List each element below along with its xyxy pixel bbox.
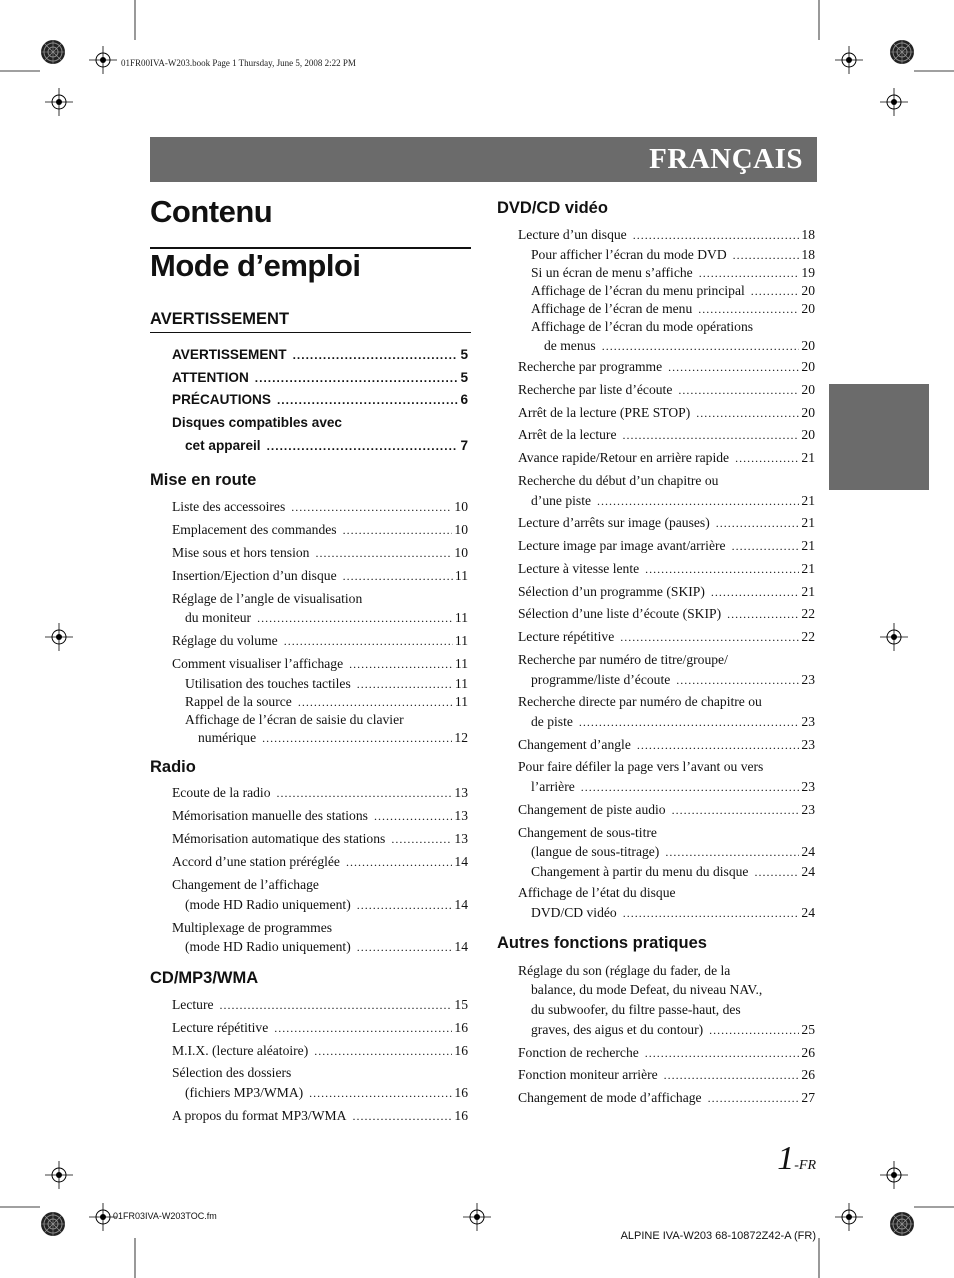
section-heading-radio: Radio: [150, 758, 196, 776]
section-heading-mise-en-route: Mise en route: [150, 471, 257, 489]
toc-entry[interactable]: cet appareil ..... 7: [185, 437, 468, 455]
toc-entry[interactable]: A propos du format MP3/WMA ..... 16: [172, 1107, 468, 1125]
toc-entry[interactable]: Mise sous et hors tension ..... 10: [172, 544, 468, 562]
toc-entry-line[interactable]: Réglage de l’angle de visualisation: [172, 591, 363, 606]
toc-entry[interactable]: Sélection d’une liste d’écoute (SKIP) ..... 22: [518, 605, 815, 623]
section-heading-dvd: DVD/CD vidéo: [497, 199, 608, 217]
toc-entry-line[interactable]: Sélection des dossiers: [172, 1065, 292, 1080]
toc-entry-line[interactable]: balance, du mode Defeat, du niveau NAV.,: [531, 982, 763, 997]
toc-entry[interactable]: Arrêt de la lecture ..... 20: [518, 426, 815, 444]
section-heading-autres: Autres fonctions pratiques: [497, 934, 707, 952]
toc-subentry[interactable]: numérique ..... 12: [198, 729, 468, 747]
toc-entry[interactable]: Comment visualiser l’affichage ..... 11: [172, 655, 468, 673]
toc-entry[interactable]: Fonction moniteur arrière ..... 26: [518, 1066, 815, 1084]
toc-subentry[interactable]: Affichage de l’écran du menu principal ..... 20: [531, 282, 815, 300]
section-heading-avertissement: AVERTISSEMENT: [150, 310, 290, 328]
toc-entry-line[interactable]: Affichage de l’état du disque: [518, 885, 676, 900]
toc-entry[interactable]: Mémorisation automatique des stations ..... 13: [172, 830, 468, 848]
toc-entry[interactable]: Lecture répétitive ..... 22: [518, 628, 815, 646]
toc-entry[interactable]: (mode HD Radio uniquement) ..... 14: [185, 938, 468, 956]
toc-entry[interactable]: Lecture ..... 15: [172, 996, 468, 1014]
toc-entry[interactable]: DVD/CD vidéo ..... 24: [531, 904, 815, 922]
toc-entry[interactable]: Lecture répétitive ..... 16: [172, 1019, 468, 1037]
toc-entry-line[interactable]: du subwoofer, du filtre passe-haut, des: [531, 1002, 741, 1017]
toc-entry[interactable]: Changement de mode d’affichage ..... 27: [518, 1089, 815, 1107]
toc-subentry[interactable]: de menus ..... 20: [544, 337, 815, 355]
toc-entry[interactable]: ATTENTION ..... 5: [172, 369, 468, 387]
toc-entry[interactable]: (langue de sous-titrage) ..... 24: [531, 843, 815, 861]
footer-filename: 01FR03IVA-W203TOC.fm: [113, 1211, 217, 1221]
toc-subentry[interactable]: Si un écran de menu s’affiche ..... 19: [531, 264, 815, 282]
toc-entry[interactable]: Lecture d’un disque ..... 18: [518, 226, 815, 244]
contents-title: Contenu: [150, 194, 273, 229]
manual-title: Mode d’emploi: [150, 248, 361, 283]
footer-model: ALPINE IVA-W203 68-10872Z42-A (FR): [620, 1230, 816, 1242]
toc-entry-line[interactable]: Changement de sous-titre: [518, 825, 657, 840]
toc-subentry[interactable]: Changement à partir du menu du disque ..... 24: [531, 863, 815, 881]
print-header: 01FR00IVA-W203.book Page 1 Thursday, June 5, 2008 2:22 PM: [121, 58, 356, 68]
toc-entry[interactable]: Emplacement des commandes ..... 10: [172, 521, 468, 539]
toc-entry[interactable]: Liste des accessoires ..... 10: [172, 498, 468, 516]
toc-entry[interactable]: (fichiers MP3/WMA) ..... 16: [185, 1084, 468, 1102]
toc-subentry[interactable]: Rappel de la source ..... 11: [185, 693, 468, 711]
toc-entry[interactable]: Lecture d’arrêts sur image (pauses) ..... 21: [518, 514, 815, 532]
toc-entry-line[interactable]: Recherche du début d’un chapitre ou: [518, 473, 719, 488]
toc-entry[interactable]: du moniteur ..... 11: [185, 609, 468, 627]
toc-entry[interactable]: Arrêt de la lecture (PRE STOP) ..... 20: [518, 404, 815, 422]
toc-entry[interactable]: de piste ..... 23: [531, 713, 815, 731]
toc-entry[interactable]: Insertion/Ejection d’un disque ..... 11: [172, 567, 468, 585]
toc-entry[interactable]: Recherche par programme ..... 20: [518, 358, 815, 376]
language-band: [150, 137, 817, 182]
toc-entry[interactable]: Avance rapide/Retour en arrière rapide ..... 21: [518, 449, 815, 467]
toc-subentry[interactable]: Affichage de l’écran de menu ..... 20: [531, 300, 815, 318]
toc-entry-line[interactable]: Réglage du son (réglage du fader, de la: [518, 963, 731, 978]
toc-entry[interactable]: programme/liste d’écoute ..... 23: [531, 671, 815, 689]
toc-entry[interactable]: M.I.X. (lecture aléatoire) ..... 16: [172, 1042, 468, 1060]
toc-entry[interactable]: Recherche par liste d’écoute ..... 20: [518, 381, 815, 399]
toc-entry-line[interactable]: Disques compatibles avec: [172, 415, 342, 430]
toc-entry[interactable]: Ecoute de la radio ..... 13: [172, 784, 468, 802]
toc-entry[interactable]: Fonction de recherche ..... 26: [518, 1044, 815, 1062]
toc-entry[interactable]: d’une piste ..... 21: [531, 492, 815, 510]
toc-entry[interactable]: Lecture à vitesse lente ..... 21: [518, 560, 815, 578]
toc-entry[interactable]: l’arrière ..... 23: [531, 778, 815, 796]
toc-entry[interactable]: Réglage du volume ..... 11: [172, 632, 468, 650]
toc-entry[interactable]: PRÉCAUTIONS ..... 6: [172, 391, 468, 409]
toc-entry[interactable]: Changement de piste audio ..... 23: [518, 801, 815, 819]
toc-entry-line[interactable]: Pour faire défiler la page vers l’avant ou vers: [518, 759, 764, 774]
language-label: FRANÇAIS: [649, 143, 803, 175]
toc-entry[interactable]: AVERTISSEMENT ..... 5: [172, 346, 468, 364]
toc-entry-line[interactable]: Changement de l’affichage: [172, 877, 319, 892]
toc-entry[interactable]: Mémorisation manuelle des stations ..... 13: [172, 807, 468, 825]
toc-entry-line[interactable]: Recherche par numéro de titre/groupe/: [518, 652, 728, 667]
toc-entry[interactable]: graves, des aigus et du contour) ..... 25: [531, 1021, 815, 1039]
toc-subentry[interactable]: Pour afficher l’écran du mode DVD ..... 18: [531, 246, 815, 264]
toc-entry-line[interactable]: Affichage de l’écran du mode opérations: [531, 319, 754, 334]
toc-entry-line[interactable]: Multiplexage de programmes: [172, 920, 333, 935]
toc-entry[interactable]: Changement d’angle ..... 23: [518, 736, 815, 754]
page-number: 1-FR: [777, 1140, 816, 1177]
toc-entry-line[interactable]: Recherche directe par numéro de chapitre ou: [518, 694, 762, 709]
side-tab: [829, 384, 929, 490]
toc-subentry[interactable]: Utilisation des touches tactiles ..... 11: [185, 675, 468, 693]
section-divider: [150, 332, 471, 333]
toc-entry[interactable]: Accord d’une station préréglée ..... 14: [172, 853, 468, 871]
toc-entry[interactable]: Sélection d’un programme (SKIP) ..... 21: [518, 583, 815, 601]
toc-entry[interactable]: Lecture image par image avant/arrière ..... 21: [518, 537, 815, 555]
section-heading-cdmp3: CD/MP3/WMA: [150, 969, 259, 987]
toc-entry-line[interactable]: Affichage de l’écran de saisie du clavier: [185, 712, 404, 727]
toc-entry[interactable]: (mode HD Radio uniquement) ..... 14: [185, 896, 468, 914]
